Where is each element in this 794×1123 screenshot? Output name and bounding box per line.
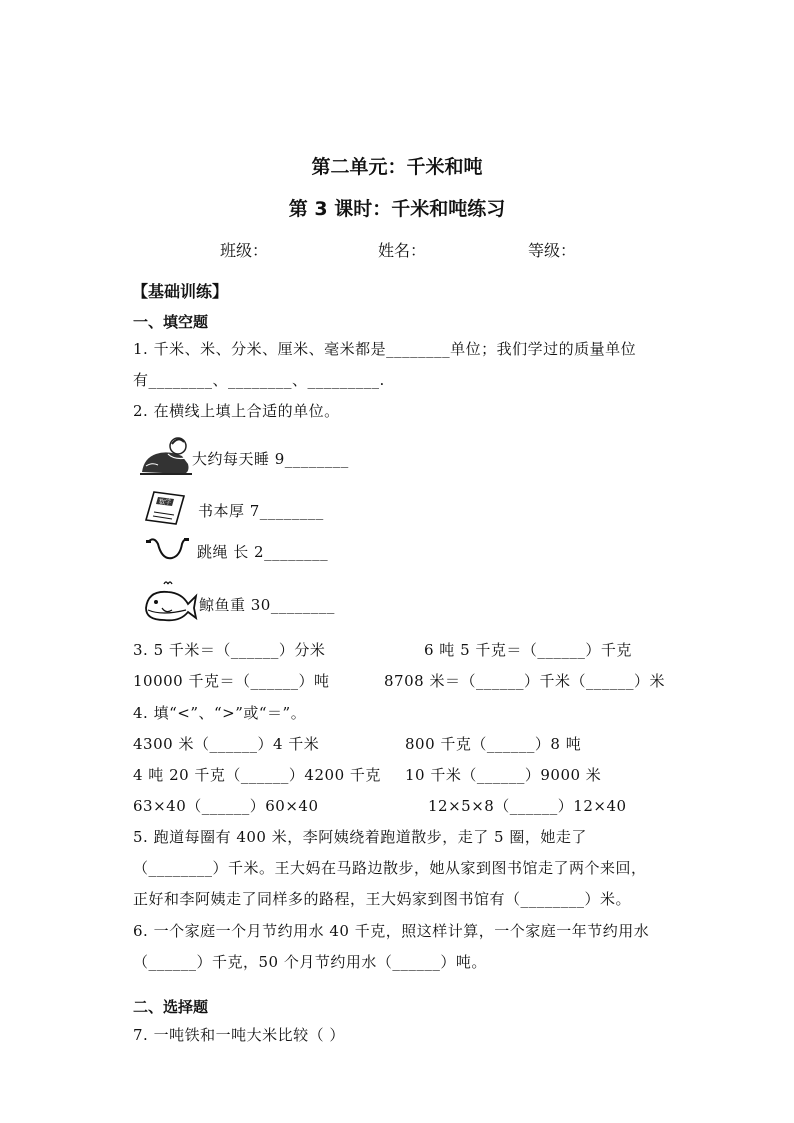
question-5-line-2: （________）千米。王大妈在马路边散步，她从家到图书馆走了两个来回， — [133, 859, 647, 877]
question-4-a: 4300 米（______）4 千米 — [133, 735, 320, 753]
question-3-a: 3. 5 千米＝（______）分米 — [133, 641, 326, 659]
section-basic-training: 【基础训练】 — [132, 282, 229, 301]
question-3-c: 10000 千克＝（______）吨 — [133, 672, 330, 690]
question-4-b: 800 千克（______）8 吨 — [405, 735, 582, 753]
question-2: 2. 在横线上填上合适的单位。 — [133, 402, 340, 420]
question-4-c: 4 吨 20 千克（______）4200 千克 — [133, 766, 381, 784]
question-4: 4. 填“<”、“>”或“＝”。 — [133, 704, 307, 722]
question-2-item-sleep: 大约每天睡 9________ — [192, 450, 349, 468]
question-2-item-book: 书本厚 7________ — [198, 502, 324, 520]
page-subtitle: 第 3 课时：千米和吨练习 — [288, 198, 506, 220]
page-title: 第二单元：千米和吨 — [311, 156, 483, 178]
question-4-e: 63×40（______）60×40 — [133, 797, 319, 815]
question-7: 7. 一吨铁和一吨大米比较（ ） — [133, 1026, 345, 1044]
jump-rope-illustration — [144, 534, 190, 566]
question-3-b: 6 吨 5 千克＝（______）千克 — [424, 641, 632, 659]
grade-label: 等级： — [528, 241, 577, 260]
sleeping-child-illustration — [138, 432, 194, 478]
class-label: 班级： — [220, 241, 269, 260]
question-3-d: 8708 米＝（______）千米（______）米 — [384, 672, 665, 690]
question-4-f: 12×5×8（______）12×40 — [428, 797, 627, 815]
name-label: 姓名： — [378, 241, 427, 260]
question-6-line-2: （______）千克，50 个月节约用水（______）吨。 — [133, 953, 487, 971]
part1-heading: 一、填空题 — [133, 313, 209, 331]
book-cover-text: 数学 — [159, 499, 172, 506]
question-4-d: 10 千米（______）9000 米 — [405, 766, 602, 784]
book-illustration — [144, 490, 186, 526]
question-2-item-whale: 鲸鱼重 30________ — [199, 596, 335, 614]
whale-illustration — [142, 578, 198, 624]
question-6-line-1: 6. 一个家庭一个月节约用水 40 千克，照这样计算，一个家庭一年节约用水 — [133, 922, 650, 940]
part2-heading: 二、选择题 — [133, 998, 209, 1016]
question-1-line-2: 有________、________、_________. — [133, 371, 385, 389]
question-5-line-3: 正好和李阿姨走了同样多的路程，王大妈家到图书馆有（________）米。 — [133, 890, 632, 908]
question-2-item-rope: 跳绳 长 2________ — [197, 543, 329, 561]
question-5-line-1: 5. 跑道每圈有 400 米，李阿姨绕着跑道散步，走了 5 圈，她走了 — [133, 828, 587, 846]
question-1-line-1: 1. 千米、米、分米、厘米、毫米都是________单位；我们学过的质量单位 — [133, 340, 637, 358]
